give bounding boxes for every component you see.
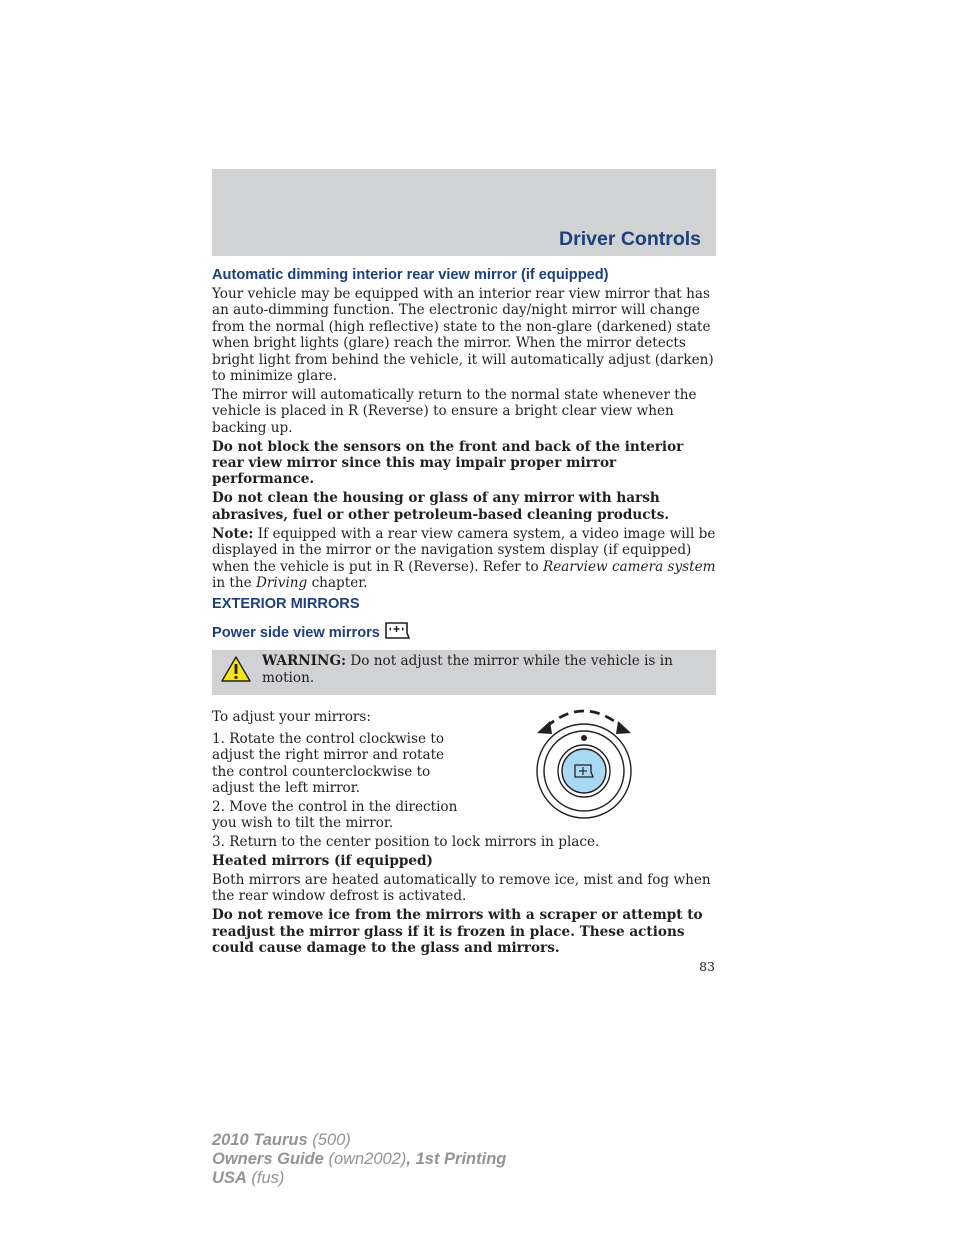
adjust-intro: To adjust your mirrors: [212, 709, 371, 726]
ice-caution: Do not remove ice from the mirrors with a scraper or attempt to readjust the mirror glass if it is frozen in place. These actions could cause damage to the glass and mirrors. [212, 907, 703, 957]
mirror-control-icon [384, 621, 412, 641]
footer-imprint [212, 1131, 506, 1188]
adjust-step-1: 1. Rotate the control clockwise to adjust the right mirror and rotate the control counterclockwise to adjust the left mirror. [212, 730, 445, 796]
note-text-2: in the [212, 574, 257, 591]
heated-mirrors-heading: Heated mirrors (if equipped) [212, 853, 433, 870]
auto-dimming-para2: The mirror will automatically return to the normal state whenever the vehicle is placed in R (Reverse) to ensure a bright clear view when backing up. [212, 386, 697, 436]
auto-dimming-heading: Automatic dimming interior rear view mirror (if equipped) [212, 267, 609, 283]
footer-model: 2010 Taurus [212, 1131, 308, 1149]
power-mirrors-heading-text: Power side view mirrors [212, 625, 380, 642]
footer-model-code: (500) [307, 1131, 351, 1149]
note-ref-rearview-camera: Rearview camera system [543, 558, 716, 575]
section-title: Driver Controls [559, 228, 701, 250]
warning-text: Do not adjust the mirror while the vehicle is in motion. [262, 653, 673, 686]
camera-note [212, 526, 716, 592]
warning-box [212, 650, 716, 695]
footer-guide: Owners Guide [212, 1150, 324, 1168]
warning-label: WARNING: [262, 653, 347, 670]
adjust-step-2: 2. Move the control in the direction you wish to tilt the mirror. [212, 798, 458, 832]
heated-mirrors-para: Both mirrors are heated automatically to remove ice, mist and fog when the rear window defrost is activated. [212, 871, 711, 905]
footer-market: USA [212, 1169, 247, 1187]
footer-market-code: (fus) [246, 1169, 285, 1187]
footer-line-2 [212, 1150, 506, 1169]
footer-line-1 [212, 1131, 506, 1150]
adjust-instructions [212, 709, 716, 831]
note-text-1: If equipped with a rear view camera system, a video image will be displayed in the mirror or the navigation system display (if equipped) when the vehicle is put in R (Reverse). Refer to [212, 525, 716, 575]
footer-guide-code: (own2002) [323, 1150, 407, 1168]
power-mirrors-heading [212, 621, 716, 642]
mirror-knob-illustration [524, 703, 644, 823]
cleaning-caution: Do not clean the housing or glass of any mirror with harsh abrasives, fuel or other petroleum-based cleaning products. [212, 490, 670, 523]
note-ref-driving: Driving [256, 574, 308, 591]
footer-printing: , 1st Printing [406, 1150, 507, 1168]
note-label: Note: [212, 525, 254, 542]
footer-line-3 [212, 1169, 506, 1188]
section-header-band [212, 169, 716, 256]
page-content [212, 266, 716, 959]
note-text-3: chapter. [307, 574, 368, 591]
exterior-mirrors-heading: EXTERIOR MIRRORS [212, 596, 360, 613]
warning-triangle-icon [220, 655, 252, 683]
adjust-step-3: 3. Return to the center position to lock mirrors in place. [212, 834, 600, 851]
page-number: 83 [699, 959, 715, 974]
auto-dimming-para1: Your vehicle may be equipped with an interior rear view mirror that has an auto-dimming function. The electronic day/night mirror will change from the normal (high reflective) state to the non-glare (darkened) state when bright lights (glare) reach the mirror. When the mirror detects bright light from behind the vehicle, it will automatically adjust (darken) to minimize glare. [212, 286, 714, 385]
sensor-caution: Do not block the sensors on the front and back of the interior rear view mirror since this may impair proper mirror performance. [212, 438, 684, 488]
